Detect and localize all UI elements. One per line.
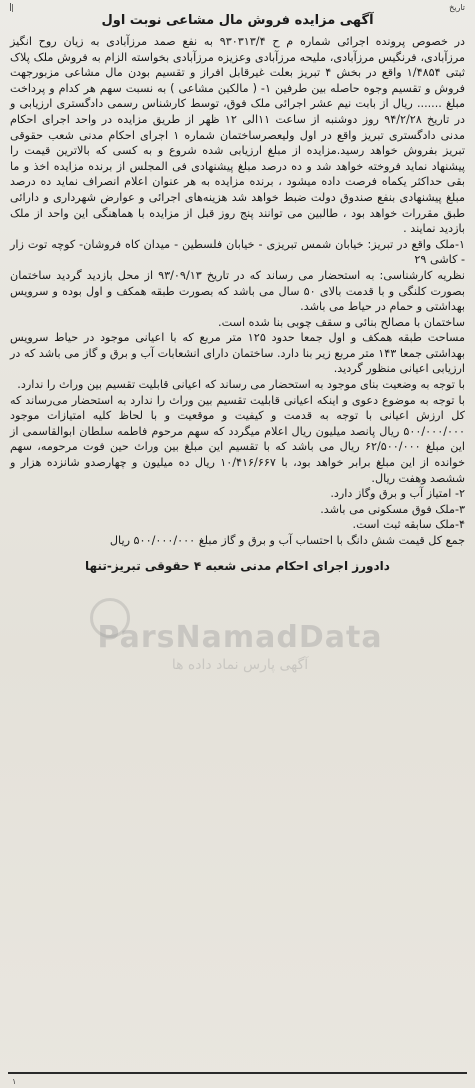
property-address: ۱-ملک واقع در تبریز: خیابان شمس تبریزی - خیابان فلسطین - میدان کاه فروشان- کوچه توت زار - کاشی ۲۹ bbox=[10, 237, 465, 267]
watermark-logo-icon bbox=[90, 598, 130, 638]
top-right-label: تاریخ bbox=[449, 2, 465, 12]
watermark bbox=[70, 620, 410, 673]
item-residential: ۳-ملک فوق مسکونی می باشد. bbox=[320, 502, 465, 516]
area-description: مساحت طبقه همکف و اول جمعا حدود ۱۲۵ متر مربع که با اعیانی موجود در حیاط سرویس بهداشتی جمعا ۱۴۳ متر مربع زیر بنا دارد. ساختمان دارای انشعابات آب و برق و گاز می باشد که در ارزیابی اعیانی منظور گردید. bbox=[10, 331, 465, 376]
bottom-note: ۱ bbox=[12, 1077, 17, 1086]
top-left-mark: | bbox=[10, 3, 19, 11]
expert-opinion: نظریه کارشناسی: به استحضار می رساند که در تاریخ ۹۳/۰۹/۱۳ از محل بازدید گردید ساختمان بصورت کلنگی و با قدمت بالای ۵۰ سال می باشد که بصورت طبقه همکف و اول بوده و سرویس بهداشتی و حمام در حیاط می باشد. bbox=[10, 268, 465, 314]
watermark-brand: ParsNamadData bbox=[97, 620, 383, 655]
signature-line: دادورز اجرای احکام مدنی شعبه ۴ حقوقی تبریز-تنها bbox=[85, 558, 390, 573]
watermark-subtitle: آگهی پارس نماد داده ها bbox=[171, 657, 309, 673]
ad-title: آگهی مزایده فروش مال مشاعی نوبت اول bbox=[101, 13, 374, 28]
item-registration: ۴-ملک سابقه ثبت است. bbox=[352, 518, 465, 532]
total-price: جمع کل قیمت شش دانگ با احتساب آب و برق و گاز مبلغ ۵۰۰/۰۰۰/۰۰۰ ریال bbox=[109, 534, 465, 547]
valuation-paragraph: با توجه به موضوع دعوی و اینکه اعیانی قابلیت تقسیم بین وراث را ندارد به استحضار می‌رساند که کل ارزش اعیانی با توجه به قدمت و کیفیت و موقعیت و با لحاظ کلیه امتیازات موجود ۵۰۰/۰۰۰/۰۰۰ ریال پانصد میلیون ریال اعلام میگردد که سهم مرحوم فاطمه سلطان ابوالقاسمی از این مبلغ ۶۲/۵۰۰/۰۰۰ ریال می باشد که با تقسیم این مبلغ بین وراث حین فوت مرحومه، سهم خوانده از این مبلغ برابر خواهد بود، با ۱۰/۴۱۶/۶۶۷ ریال ده میلیون و چهارصدو شانزده هزار و ششصد وهفت ریال. bbox=[10, 393, 465, 485]
ad-body bbox=[10, 34, 465, 549]
top-strip bbox=[10, 2, 465, 12]
bottom-rule bbox=[8, 1072, 467, 1074]
intro-paragraph: در خصوص پرونده اجرائی شماره م ح ۹۳۰۳۱۳/۴ به نفع صمد مرزآبادی به زیان روح انگیز مرزآبادی، فرنگیس مرزآبادی، ملیحه مرزآبادی وعزیزه مرزآبادی بخواسته الزام به فروش ملک پلاک ثبتی ۱/۴۸۵۴ واقع در بخش ۴ تبریز بعلت غیرقابل افراز و تقسیم بودن مال مشاعی مزبورجهت فروش و تقسیم وجوه حاصله بین طرفین ۱- ( مالکین مشاعی ) به نسبت سهم هر کدام و پرداخت مبلغ ....... ریال از بابت نیم عشر اجرائی ملک فوق، توسط کارشناس رسمی دادگستری ارزیابی و در تاریخ ۹۴/۲/۲۸ روز دوشنبه از ساعت ۱۱الی ۱۲ ظهر از طریق مزایده در واحد اجرای احکام مدنی دادگستری تبریز واقع در اول ولیعصرساختمان شماره ۱ اجرای احکام مدنی شعب حقوقی تبریز بفروش خواهد رسید.مزایده از مبلغ ارزیابی شده شروع و به کسی که بالاترین قیمت را پیشنهاد نماید فروخته خواهد شد و ده درصد مبلغ پیشنهادی فی المجلس از برنده مزایده اخذ و ما بقی حداکثر یکماه فرصت داده میشود ، برنده مزایده به هر عنوان اعلام انصراف نماید ده درصد مبلغ پیشنهادی بنفع صندوق دولت ضبط خواهد شد هزینه‌های اجرائی و عوارض شهرداری و دارائی طبق مقررات خواهد بود ، طالبین می توانند پنج روز قبل از مزایده با هماهنگی این واحد از ملک بازدید نمایند . bbox=[10, 35, 465, 236]
division-note: با توجه به وضعیت بنای موجود به استحضار می رساند که اعیانی قابلیت تقسیم بین وراث را ندارد. bbox=[17, 378, 465, 392]
building-materials: ساختمان با مصالح بنائی و سقف چوبی بنا شده است. bbox=[218, 315, 465, 329]
item-utilities: ۲- امتیاز آب و برق وگاز دارد. bbox=[330, 487, 465, 501]
